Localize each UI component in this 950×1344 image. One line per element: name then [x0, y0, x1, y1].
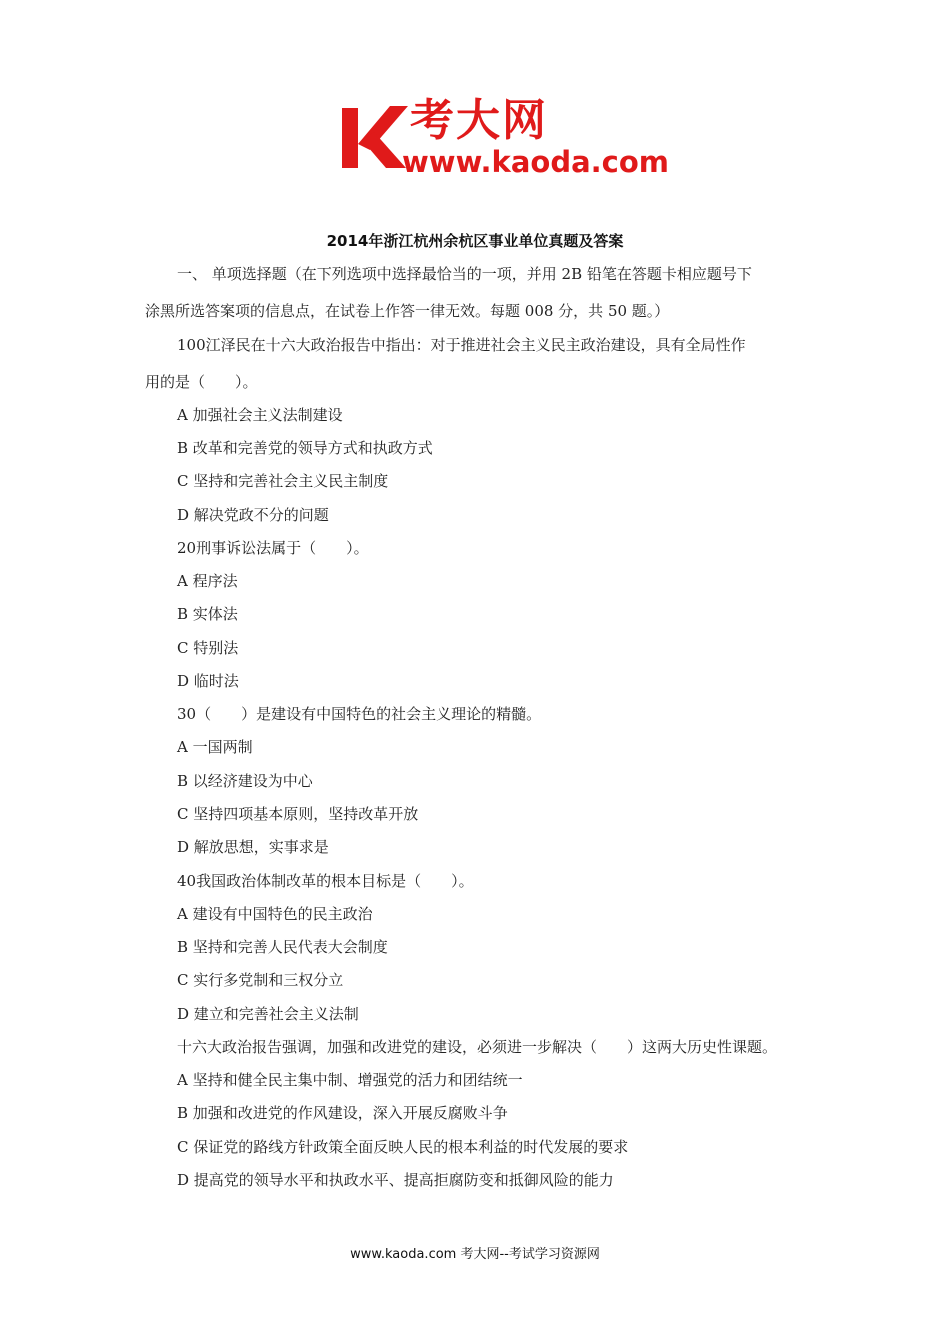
- answer-option: D 解决党政不分的问题: [177, 506, 329, 524]
- document-title: 2014年浙江杭州余杭区事业单位真题及答案: [326, 232, 624, 250]
- answer-option: B 改革和完善党的领导方式和执政方式: [177, 439, 433, 457]
- question-stem: 100江泽民在十六大政治报告中指出：对于推进社会主义民主政治建设，具有全局性作: [177, 336, 746, 354]
- section-heading-line1: 一、 单项选择题（在下列选项中选择最恰当的一项，并用 2B 铅笔在答题卡相应题号下: [177, 265, 752, 283]
- answer-option: D 建立和完善社会主义法制: [177, 1005, 359, 1023]
- answer-option: C 特别法: [177, 639, 239, 657]
- logo-chinese-text: 考大网: [410, 95, 548, 146]
- question-stem: 30（ ）是建设有中国特色的社会主义理论的精髓。: [177, 705, 542, 723]
- answer-option: C 坚持四项基本原则，坚持改革开放: [177, 805, 419, 823]
- question-stem: 20刑事诉讼法属于（ ）。: [177, 539, 369, 557]
- k-logo-icon: [340, 100, 410, 170]
- answer-option: A 一国两制: [177, 738, 253, 756]
- question-stem-cont: 用的是（ ）。: [145, 373, 258, 391]
- answer-option: A 程序法: [177, 572, 238, 590]
- answer-option: B 加强和改进党的作风建设，深入开展反腐败斗争: [177, 1104, 508, 1122]
- answer-option: A 加强社会主义法制建设: [177, 406, 343, 424]
- logo-url-text: www.kaoda.com: [402, 145, 669, 179]
- answer-option: D 提高党的领导水平和执政水平、提高拒腐防变和抵御风险的能力: [177, 1171, 614, 1189]
- answer-option: C 坚持和完善社会主义民主制度: [177, 472, 389, 490]
- answer-option: B 以经济建设为中心: [177, 772, 313, 790]
- question-stem: 十六大政治报告强调，加强和改进党的建设，必须进一步解决（ ）这两大历史性课题。: [177, 1038, 778, 1056]
- answer-option: D 解放思想，实事求是: [177, 838, 329, 856]
- answer-option: A 坚持和健全民主集中制、增强党的活力和团结统一: [177, 1071, 523, 1089]
- answer-option: B 实体法: [177, 605, 238, 623]
- answer-option: A 建设有中国特色的民主政治: [177, 905, 373, 923]
- answer-option: B 坚持和完善人民代表大会制度: [177, 938, 388, 956]
- page-footer: www.kaoda.com 考大网--考试学习资源网: [350, 1247, 600, 1262]
- question-stem: 40我国政治体制改革的根本目标是（ ）。: [177, 872, 474, 890]
- answer-option: C 保证党的路线方针政策全面反映人民的根本利益的时代发展的要求: [177, 1138, 629, 1156]
- kaoda-logo: [340, 95, 670, 190]
- answer-option: D 临时法: [177, 672, 239, 690]
- section-heading-line2: 涂黑所选答案项的信息点，在试卷上作答一律无效。每题 008 分，共 50 题。）: [145, 302, 670, 320]
- answer-option: C 实行多党制和三权分立: [177, 971, 344, 989]
